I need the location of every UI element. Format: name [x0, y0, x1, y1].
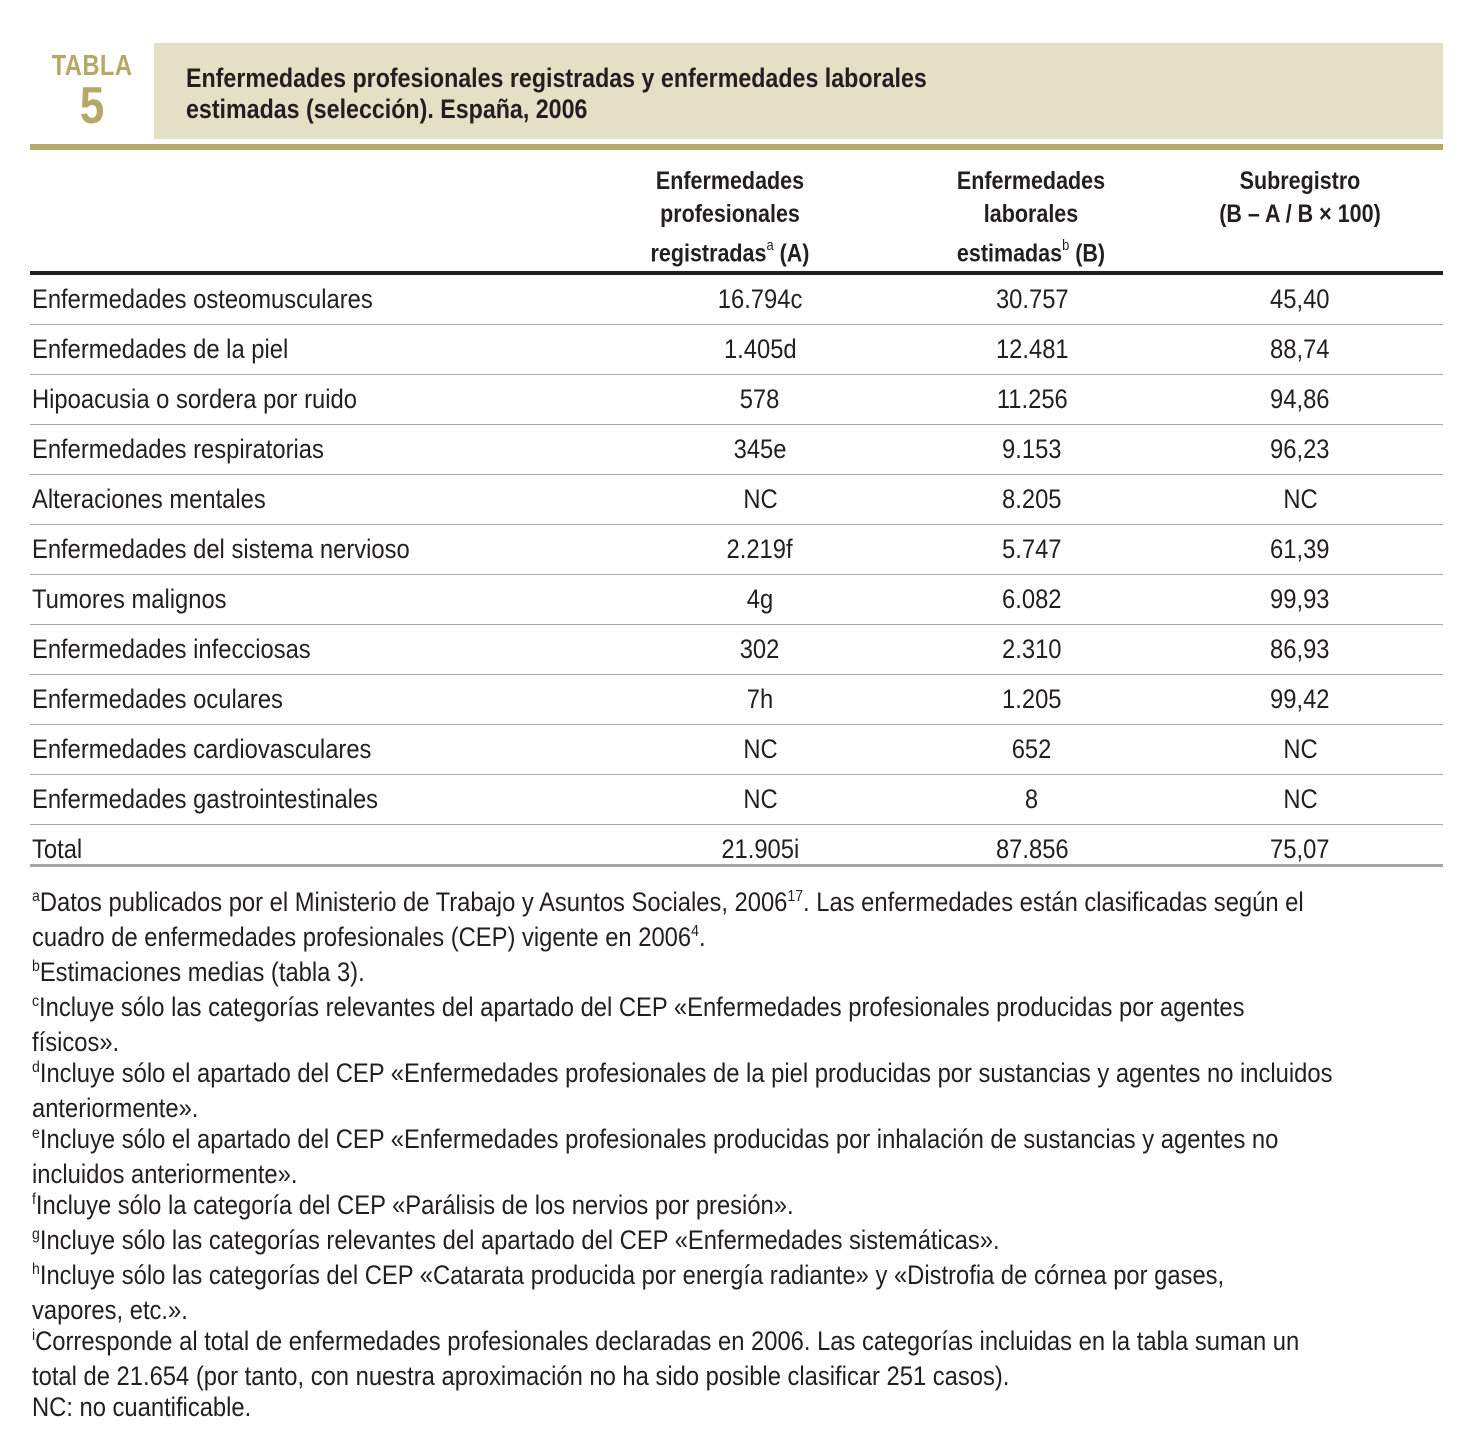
cell-registered-number: 7 — [746, 684, 760, 714]
cell-registered-value — [727, 533, 793, 565]
row-label — [32, 683, 317, 715]
table-title-line-1: Enfermedades profesionales registradas y enfermedades laborales — [186, 63, 927, 93]
cell-registered-mark: e — [773, 434, 787, 464]
footnote-text: . Las enfermedades están clasificadas según el — [803, 887, 1304, 917]
cell-underreporting-value: 99,93 — [1270, 584, 1330, 614]
footnote-line — [32, 1260, 1440, 1295]
row-label-text: Total — [32, 834, 83, 864]
cell-registered — [630, 383, 890, 415]
footnote-text: Incluye sólo las categorías relevantes del apartado del CEP «Enfermedades profesionales producidas por agentes — [39, 992, 1245, 1022]
title-band — [154, 43, 1443, 139]
footnote-text: NC: no cuantificable. — [32, 1392, 252, 1422]
table-row — [30, 725, 1443, 775]
header-col-a-line-1: Enfermedades — [655, 167, 805, 195]
footnote-line — [32, 1295, 1440, 1326]
cell-registered-number: NC — [742, 734, 778, 764]
header-col-a-line-2: profesionales — [660, 200, 800, 228]
cell-registered-value — [718, 283, 803, 315]
cell-estimated-value: 87.856 — [995, 834, 1069, 864]
cell-underreporting-value: NC — [1282, 734, 1318, 764]
footnote-line — [32, 1093, 1440, 1124]
footnote-mark: c — [32, 993, 40, 1010]
cell-estimated-value: 12.481 — [995, 334, 1069, 364]
cell-registered — [630, 433, 890, 465]
cell-registered — [630, 733, 890, 765]
cell-registered — [630, 283, 890, 315]
cell-registered-value — [721, 833, 799, 865]
header-col-a — [620, 165, 840, 270]
cell-registered-mark: i — [793, 834, 799, 864]
cell-estimated-value: 11.256 — [996, 384, 1068, 414]
table-label-word: TABLA — [51, 50, 133, 82]
row-label — [32, 433, 364, 465]
footnote-mark: h — [32, 1261, 40, 1278]
cell-estimated — [902, 333, 1162, 365]
cell-underreporting-value: 99,42 — [1270, 684, 1330, 714]
footnote-line — [32, 1058, 1440, 1093]
footnote-mark: d — [32, 1059, 40, 1076]
cell-estimated — [902, 683, 1162, 715]
footnote-text: Incluye sólo las categorías relevantes del apartado del CEP «Enfermedades sistemáticas». — [39, 1225, 1000, 1255]
header-col-b — [921, 165, 1141, 270]
footnote-line — [32, 887, 1440, 922]
table-row — [30, 375, 1443, 425]
row-label-text: Enfermedades respiratorias — [32, 434, 324, 464]
cell-estimated-value: 5.747 — [1002, 534, 1062, 564]
cell-registered-number: 2.219 — [726, 534, 787, 564]
header-col-b-line-3 — [936, 231, 1125, 270]
cell-estimated-value: 8 — [1025, 784, 1039, 814]
cell-estimated — [902, 733, 1162, 765]
cell-underreporting — [1170, 383, 1430, 415]
cell-registered — [630, 583, 890, 615]
row-label-text: Alteraciones mentales — [32, 484, 266, 514]
bottom-rule — [30, 864, 1443, 867]
footnote-line — [32, 922, 1440, 957]
header-col-b-line-2: laborales — [983, 200, 1079, 228]
cell-estimated — [902, 533, 1162, 565]
table-row — [30, 325, 1443, 375]
footnote-line — [32, 1190, 1440, 1225]
row-label-text: Enfermedades de la piel — [32, 334, 289, 364]
cell-registered — [630, 333, 890, 365]
cell-underreporting-value: 88,74 — [1270, 334, 1330, 364]
footnote-line — [32, 1225, 1440, 1260]
cell-registered-number: 345 — [733, 434, 774, 464]
footnote-text: Corresponde al total de enfermedades profesionales declaradas en 2006. Las categorías incluidas en la tabla suman un — [35, 1326, 1300, 1356]
cell-registered — [630, 483, 890, 515]
cell-registered — [630, 683, 890, 715]
table-row — [30, 275, 1443, 325]
footnote-text: Incluye sólo las categorías del CEP «Catarata producida por energía radiante» y «Distrofia de córnea por gases, — [39, 1260, 1225, 1290]
cell-registered-number: 302 — [740, 634, 780, 664]
table-title-line-2: estimadas (selección). España, 2006 — [186, 94, 588, 124]
footnote-reference: 4 — [691, 923, 699, 940]
footnote-line — [32, 992, 1440, 1027]
cell-estimated-value: 9.153 — [1002, 434, 1062, 464]
footnote-line — [32, 957, 1440, 992]
header-col-a-suffix: (A) — [773, 239, 810, 268]
cell-registered-mark: d — [783, 334, 797, 364]
table-row — [30, 625, 1443, 675]
header-col-a-line-3 — [635, 231, 824, 270]
row-label — [32, 333, 323, 365]
row-label — [32, 783, 425, 815]
cell-estimated-value: 2.310 — [1002, 634, 1062, 664]
footnote-mark: b — [32, 958, 40, 975]
header-col-a-mark: a — [766, 237, 774, 254]
cell-registered-mark: h — [760, 684, 774, 714]
footnote-text: incluidos anteriormente». — [32, 1159, 298, 1189]
table-label — [30, 43, 154, 139]
cell-registered-number: 578 — [740, 384, 780, 414]
footnote-text: vapores, etc.». — [32, 1295, 188, 1325]
cell-registered — [630, 533, 890, 565]
footnote-reference: 17 — [787, 888, 804, 905]
row-label-text: Enfermedades cardiovasculares — [32, 734, 372, 764]
footnote-mark: f — [32, 1191, 36, 1208]
footnotes — [32, 887, 1452, 1423]
top-rule — [30, 144, 1443, 150]
cell-registered-number: NC — [742, 784, 778, 814]
row-label — [32, 733, 418, 765]
footnote-text: físicos». — [32, 1027, 120, 1057]
cell-registered-mark: g — [760, 584, 774, 614]
row-label — [32, 283, 419, 315]
cell-underreporting — [1170, 633, 1430, 665]
table-row — [30, 475, 1443, 525]
cell-registered-value — [743, 483, 777, 515]
cell-estimated — [902, 433, 1162, 465]
footnote-line — [32, 1159, 1440, 1190]
cell-registered — [630, 633, 890, 665]
header-col-b-line-1: Enfermedades — [956, 167, 1106, 195]
cell-registered — [630, 783, 890, 815]
header-col-c — [1180, 165, 1420, 231]
cell-underreporting-value: 61,39 — [1270, 534, 1330, 564]
footnote-line — [32, 1326, 1440, 1361]
row-label — [32, 483, 298, 515]
cell-estimated — [902, 833, 1162, 865]
cell-underreporting-value: 45,40 — [1270, 284, 1330, 314]
cell-underreporting — [1170, 333, 1430, 365]
cell-underreporting-value: 75,07 — [1270, 834, 1330, 864]
cell-underreporting-value: 94,86 — [1270, 384, 1330, 414]
cell-estimated — [902, 383, 1162, 415]
header-col-b-mark: b — [1062, 237, 1070, 254]
cell-registered-number: 21.905 — [721, 834, 794, 864]
cell-registered-mark: c — [790, 284, 803, 314]
cell-registered-value — [724, 333, 797, 365]
cell-registered-value — [747, 683, 773, 715]
row-label — [32, 633, 349, 665]
row-label — [32, 383, 401, 415]
header-col-b-line-3-text: estimadas — [956, 239, 1063, 268]
cell-underreporting-value: 96,23 — [1270, 434, 1330, 464]
cell-underreporting — [1170, 583, 1430, 615]
row-label — [32, 533, 461, 565]
header-col-c-line-1: Subregistro — [1239, 167, 1361, 195]
row-label-text: Enfermedades osteomusculares — [32, 284, 373, 314]
footnote-line — [32, 1124, 1440, 1159]
cell-registered-value — [734, 433, 787, 465]
row-label — [32, 583, 253, 615]
footnote-mark: a — [32, 888, 40, 905]
table-row — [30, 775, 1443, 825]
cell-registered-number: 1.405 — [723, 334, 784, 364]
header-col-b-suffix: (B) — [1069, 239, 1106, 268]
table-row — [30, 425, 1443, 475]
footnote-text: cuadro de enfermedades profesionales (CEP) vigente en 2006 — [32, 922, 692, 952]
cell-underreporting — [1170, 283, 1430, 315]
cell-underreporting — [1170, 533, 1430, 565]
cell-registered — [630, 833, 890, 865]
row-label-text: Enfermedades gastrointestinales — [32, 784, 379, 814]
cell-registered-value — [743, 733, 777, 765]
footnote-mark: e — [32, 1125, 40, 1142]
cell-underreporting-value: NC — [1282, 484, 1318, 514]
cell-estimated — [902, 483, 1162, 515]
footnote-line — [32, 1361, 1440, 1392]
cell-registered-number: NC — [742, 484, 778, 514]
footnote-text: anteriormente». — [32, 1093, 199, 1123]
footnote-text: Incluye sólo el apartado del CEP «Enfermedades profesionales de la piel producidas por sustancias y agentes no incluidos — [39, 1058, 1333, 1088]
row-label-text: Tumores malignos — [32, 584, 227, 614]
footnote-text: . — [698, 922, 706, 952]
cell-registered-value — [747, 583, 773, 615]
cell-underreporting — [1170, 733, 1430, 765]
cell-underreporting — [1170, 483, 1430, 515]
footnote-text: Incluye sólo la categoría del CEP «Parálisis de los nervios por presión». — [35, 1190, 794, 1220]
footnote-mark: i — [32, 1327, 36, 1344]
cell-estimated-value: 6.082 — [1002, 584, 1062, 614]
cell-registered-number: 4 — [746, 584, 760, 614]
footnote-mark: g — [32, 1226, 40, 1243]
cell-underreporting-value: 86,93 — [1270, 634, 1330, 664]
cell-estimated-value: 652 — [1012, 734, 1052, 764]
cell-underreporting-value: NC — [1282, 784, 1318, 814]
cell-registered-mark: f — [786, 534, 794, 564]
cell-estimated-value: 30.757 — [995, 284, 1069, 314]
footnote-line — [32, 1392, 1440, 1423]
table-title — [186, 63, 1132, 125]
cell-registered-value — [740, 383, 780, 415]
cell-estimated — [902, 283, 1162, 315]
table-label-number: 5 — [79, 77, 105, 135]
cell-estimated-value: 1.205 — [1002, 684, 1062, 714]
footnote-text: total de 21.654 (por tanto, con nuestra aproximación no ha sido posible clasificar 251 casos). — [32, 1361, 1010, 1391]
cell-registered-value — [743, 783, 777, 815]
cell-underreporting — [1170, 683, 1430, 715]
cell-registered-value — [740, 633, 780, 665]
footnote-text: Incluye sólo el apartado del CEP «Enfermedades profesionales producidas por inhalación de sustancias y agentes no — [39, 1124, 1279, 1154]
table-row — [30, 575, 1443, 625]
row-label-text: Enfermedades del sistema nervioso — [32, 534, 410, 564]
cell-estimated — [902, 783, 1162, 815]
footnote-line — [32, 1027, 1440, 1058]
table-row — [30, 525, 1443, 575]
footnote-text: Estimaciones medias (tabla 3). — [39, 957, 365, 987]
footnote-text: Datos publicados por el Ministerio de Trabajo y Asuntos Sociales, 2006 — [39, 887, 788, 917]
header-col-a-line-3-text: registradas — [650, 239, 767, 268]
cell-estimated — [902, 583, 1162, 615]
row-label — [32, 833, 89, 865]
row-label-text: Enfermedades oculares — [32, 684, 283, 714]
cell-underreporting — [1170, 433, 1430, 465]
row-label-text: Hipoacusia o sordera por ruido — [32, 384, 357, 414]
cell-underreporting — [1170, 783, 1430, 815]
row-label-text: Enfermedades infecciosas — [32, 634, 311, 664]
header-col-c-line-2: (B – A / B × 100) — [1219, 200, 1381, 228]
cell-registered-number: 16.794 — [717, 284, 791, 314]
cell-estimated-value: 8.205 — [1002, 484, 1062, 514]
table-row — [30, 675, 1443, 725]
cell-underreporting — [1170, 833, 1430, 865]
cell-estimated — [902, 633, 1162, 665]
table-body — [30, 275, 1443, 874]
